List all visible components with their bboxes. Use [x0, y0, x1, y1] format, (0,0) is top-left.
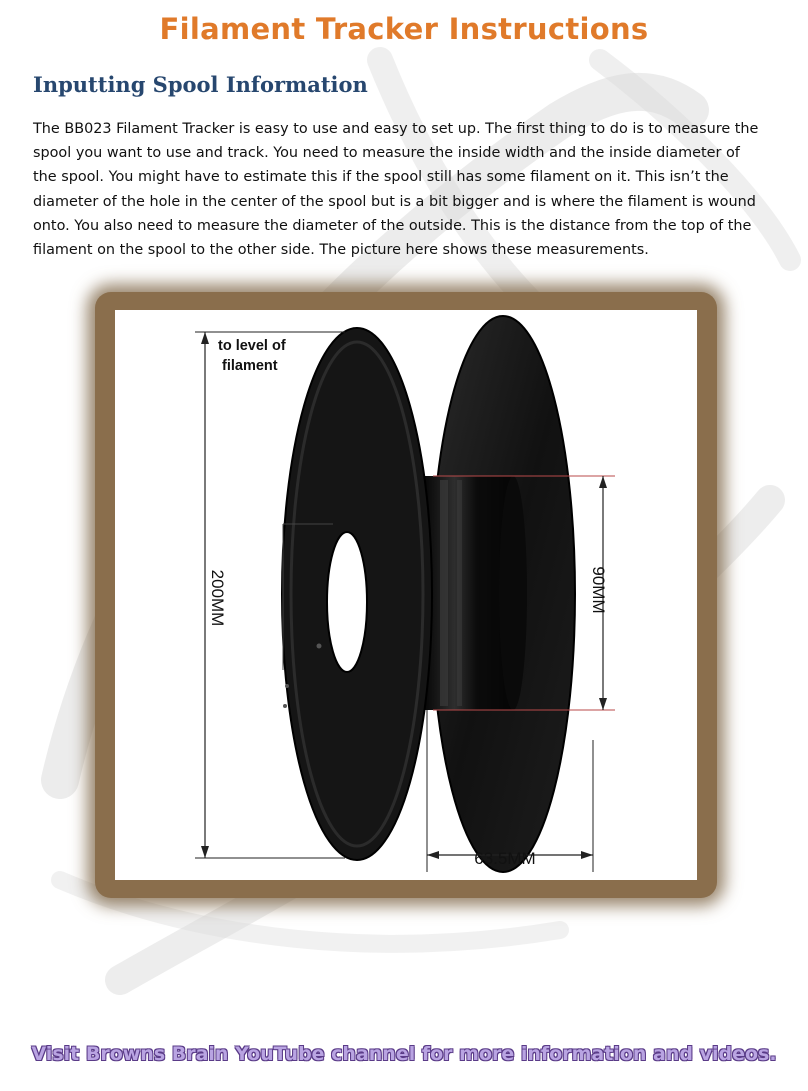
- level-label-line1: to level of: [218, 338, 286, 354]
- level-of-filament-label: [218, 336, 318, 376]
- outer-diameter-label: 200MM: [208, 569, 227, 627]
- inside-width-label: 63.5MM: [474, 849, 536, 868]
- section-heading: Inputting Spool Information: [33, 72, 368, 97]
- spool-figure: [115, 310, 697, 880]
- level-label-line2: filament: [222, 358, 278, 374]
- footer-link-text[interactable]: Visit Browns Brain YouTube channel for more information and videos.: [31, 1043, 777, 1065]
- body-paragraph: The BB023 Filament Tracker is easy to use and easy to set up. The first thing to do is to measure the spool you want to use and track. You need to measure the inside width and the inside diameter of the spool. You might have to estimate this if the spool still has some filament on it. This isn’t the diameter of the hole in the center of the spool but is a bit bigger and is where the filament is wound onto. You also need to measure the diameter of the outside. This is the distance from the top of the filament on the spool to the other side. The picture here shows these measurements.: [33, 121, 759, 259]
- inner-diameter-label: 90MM: [589, 566, 608, 614]
- page-title: Filament Tracker Instructions: [159, 12, 649, 46]
